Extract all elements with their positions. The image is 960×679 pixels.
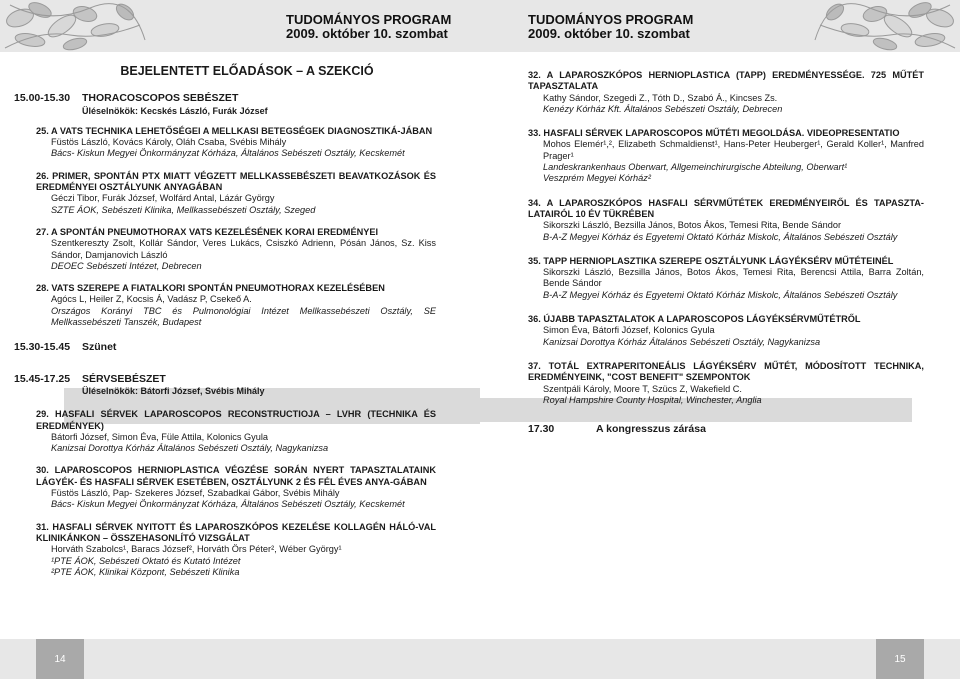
item-title: TAPP HERNIOPLASZTIKA SZEREPE OSZTÁLYUNK LÁGYÉKSÉRV MŰTÉTEINÉL: [543, 255, 894, 266]
header-title-right: [528, 13, 693, 41]
break-label: Szünet: [82, 341, 117, 354]
item-authors: Agócs L, Heiler Z, Kocsis Á, Vadász P, Csekeő A.: [51, 294, 252, 305]
closing-row: [528, 424, 924, 435]
item-affiliation: Bács- Kiskun Megyei Önkormányzat Kórháza, Általános Sebészeti Osztály, Kecskemét: [51, 499, 405, 510]
item-affiliation: B-A-Z Megyei Kórház és Egyetemi Oktató Kórház Miskolc, Általános Sebészeti Osztály: [543, 289, 898, 300]
closing-label: A kongresszus zárása: [596, 423, 706, 436]
session-time: 15.45-17.25: [14, 372, 71, 385]
item-affiliation: DEOEC Sebészeti Intézet, Debrecen: [51, 260, 202, 271]
item-authors: Géczi Tibor, Furák József, Wolfárd Antal, Lázár György: [51, 193, 275, 204]
item-authors: Kathy Sándor, Szegedi Z., Tóth D., Szabó Á., Kincses Zs.: [543, 92, 778, 103]
left-content: [14, 64, 437, 589]
item-authors: Mohos Elemér¹,², Elizabeth Schmaldienst¹, Hans-Peter Heuberger¹, Gerald Koller¹, Manfred Prager¹: [543, 139, 924, 161]
session-thoracoscopos: [14, 93, 436, 117]
item-affiliation: Kanizsai Dorottya Kórház Általános Sebészeti Osztály, Nagykanizsa: [51, 443, 329, 454]
session-name: THORACOSCOPOS SEBÉSZET: [82, 92, 239, 105]
list-item: 33. HASFALI SÉRVEK LAPAROSCOPOS MŰTÉTI MEGOLDÁSA. VIDEOPRESENTATIO Mohos Elemér¹,², Elizabeth Schmaldienst¹, Hans-Peter Heuberger¹, Gerald Koller¹, Manfred Prager¹ Landeskrankenhaus Oberwart, Allgemeinchirurgische Abteilung, Oberwart¹ Veszprém Megyei Kórház²: [528, 128, 924, 184]
session-chairs: Üléselnökök: Kecskés László, Furák József: [82, 105, 268, 116]
session-name: SÉRVSEBÉSZET: [82, 372, 166, 385]
section-title: BEJELENTETT ELŐADÁSOK – A SZEKCIÓ: [120, 64, 374, 78]
page-number-right: 15: [876, 639, 924, 679]
list-item: 25. A VATS TECHNIKA LEHETŐSÉGEI A MELLKASI BETEGSÉGEK DIAGNOSZTIKÁ-JÁBAN Füstös László, Kovács Károly, Oláh Csaba, Svébis Mihály Bács- Kiskun Megyei Önkormányzat Kórháza, Általános Sebészeti Osztály, Kecskemét: [36, 126, 436, 160]
item-authors: Szentpáli Károly, Moore T, Szücs Z, Wakefield C.: [543, 383, 742, 394]
session-servsebeszet: [14, 374, 436, 398]
item-title: TOTÁL EXTRAPERITONEÁLIS LÁGYÉKSÉRV MŰTÉT, MÓDOSÍTOTT TECHNIKA, EREDMÉNYEINK, "COST BENEFIT" SZEMPONTOK: [528, 360, 924, 383]
break-row: [14, 342, 436, 353]
list-item: 37. TOTÁL EXTRAPERITONEÁLIS LÁGYÉKSÉRV MŰTÉT, MÓDOSÍTOTT TECHNIKA, EREDMÉNYEINK, "COST BENEFIT" SZEMPONTOK Szentpáli Károly, Moore T, Szücs Z, Wakefield C. Royal Hampshire County Hospital, Winchester, Anglia: [528, 360, 924, 405]
list-item: 29. HASFALI SÉRVEK LAPAROSCOPOS RECONSTRUCTIOJA – LVHR (TECHNIKA ÉS EREDMÉNYEK) Bátorfi József, Simon Éva, Füle Attila, Kolonics Gyula Kanizsai Dorottya Kórház Általános Sebészeti Osztály, Nagykanizsa: [36, 409, 436, 454]
item-affiliation: Országos Korányi TBC és Pulmonológiai Intézet Mellkassebészeti Osztály, SE Mellkassebészeti Tanszék, Budapest: [51, 305, 436, 328]
items-a: [36, 126, 436, 328]
item-authors: Sikorszki László, Bezsilla János, Botos Ákos, Temesi Rita, Bende Sándor: [543, 220, 842, 231]
right-content: [528, 70, 924, 435]
closing-time: 17.30: [528, 423, 555, 436]
item-affiliation: Kanizsai Dorottya Kórház Általános Sebészeti Osztály, Nagykanizsa: [543, 336, 821, 347]
list-item: 32. A LAPAROSZKÓPOS HERNIOPLASTICA (TAPP) EREDMÉNYESSÉGE. 725 MŰTÉT TAPASZTALATA Kathy Sándor, Szegedi Z., Tóth D., Szabó Á., Kincses Zs. Kenézy Kórház Kft. Általános Sebészeti Osztály, Debrecen: [528, 70, 924, 114]
flower-decoration-right: [810, 0, 960, 52]
item-title: HASFALI SÉRVEK LAPAROSCOPOS MŰTÉTI MEGOLDÁSA. VIDEOPRESENTATIO: [543, 128, 900, 139]
header-date: 2009. október 10. szombat: [528, 26, 690, 41]
session-chairs: Üléselnökök: Bátorfi József, Svébis Mihály: [82, 385, 265, 396]
items-b: [36, 409, 436, 578]
list-item: 36. ÚJABB TAPASZTALATOK A LAPAROSCOPOS LÁGYÉKSÉRVMŰTÉTRŐL Simon Éva, Bátorfi József, Kolonics Gyula Kanizsai Dorottya Kórház Általános Sebészeti Osztály, Nagykanizsa: [528, 314, 924, 348]
list-item: 27. A SPONTÁN PNEUMOTHORAX VATS KEZELÉSÉNEK KORAI EREDMÉNYEI Szentkereszty Zsolt, Kollár Sándor, Veres Lukács, Csiszkó Adrienn, Pósán János, Sz. Kiss Sándor, Damjanovich László DEOEC Sebészeti Intézet, Debrecen: [36, 226, 436, 271]
session-time: 15.00-15.30: [14, 92, 71, 105]
item-affiliation: SZTE ÁOK, Sebészeti Klinika, Mellkassebészeti Osztály, Szeged: [51, 204, 316, 215]
item-title: VATS SZEREPE A FIATALKORI SPONTÁN PNEUMOTHORAX KEZELÉSÉBEN: [51, 283, 385, 294]
item-title: PRIMER, SPONTÁN PTX MIATT VÉGZETT MELLKASSEBÉSZETI BEAVATKOZÁSOK ÉS EREDMÉNYEI OSZTÁLYUNK ANYAGÁBAN: [36, 170, 437, 193]
item-title: A LAPAROSZKÓPOS HERNIOPLASTICA (TAPP) EREDMÉNYESSÉGE. 725 MŰTÉT TAPASZTALATA: [528, 70, 924, 92]
item-title: ÚJABB TAPASZTALATOK A LAPAROSCOPOS LÁGYÉKSÉRVMŰTÉTRŐL: [543, 314, 861, 325]
item-affiliation: Bács- Kiskun Megyei Önkormányzat Kórháza, Általános Sebészeti Osztály, Kecskemét: [51, 148, 405, 159]
item-affiliation: ¹PTE ÁOK, Sebészeti Oktató és Kutató Intézet: [51, 555, 241, 566]
item-affiliation-2: ²PTE ÁOK, Klinikai Központ, Sebészeti Klinika: [51, 566, 240, 577]
item-authors: Füstös László, Kovács Károly, Oláh Csaba, Svébis Mihály: [51, 137, 287, 148]
item-authors: Horváth Szabolcs¹, Baracs József², Horváth Örs Péter², Wéber György¹: [51, 544, 342, 555]
item-title: A VATS TECHNIKA LEHETŐSÉGEI A MELLKASI BETEGSÉGEK DIAGNOSZTIKÁ-JÁBAN: [51, 125, 433, 136]
list-item: 28. VATS SZEREPE A FIATALKORI SPONTÁN PNEUMOTHORAX KEZELÉSÉBEN Agócs L, Heiler Z, Kocsis Á, Vadász P, Csekeő A. Országos Korányi TBC és Pulmonológiai Intézet Mellkassebészeti Osztály, SE Mellkassebészeti Tanszék, Budapest: [36, 283, 436, 328]
item-authors: Bátorfi József, Simon Éva, Füle Attila, Kolonics Gyula: [51, 431, 269, 442]
flower-decoration-left: [0, 0, 150, 52]
item-title: HASFALI SÉRVEK LAPAROSCOPOS RECONSTRUCTIOJA – LVHR (TECHNIKA ÉS EREDMÉNYEK): [36, 409, 436, 431]
item-affiliation-2: Veszprém Megyei Kórház²: [543, 173, 651, 184]
item-authors: Szentkereszty Zsolt, Kollár Sándor, Veres Lukács, Csiszkó Adrienn, Pósán János, Sz. Kiss Sándor, Damjanovich László: [51, 238, 436, 260]
header-date: 2009. október 10. szombat: [286, 26, 448, 41]
item-authors: Simon Éva, Bátorfi József, Kolonics Gyula: [543, 325, 715, 336]
item-title: LAPAROSCOPOS HERNIOPLASTICA VÉGZÉSE SORÁN NYERT TAPASZTALATAINK LÁGYÉK- ÉS HASFALI SÉRVEK ESETÉBEN, OSZTÁLYUNK 2 ÉS FÉL ÉVES ANYA-GÁBAN: [36, 465, 436, 487]
header-title-left: [286, 13, 451, 41]
item-authors: Füstös László, Pap- Szekeres József, Szabadkai Gábor, Svébis Mihály: [51, 488, 340, 499]
list-item: 30. LAPAROSCOPOS HERNIOPLASTICA VÉGZÉSE SORÁN NYERT TAPASZTALATAINK LÁGYÉK- ÉS HASFALI SÉRVEK ESETÉBEN, OSZTÁLYUNK 2 ÉS FÉL ÉVES ANYA-GÁBAN Füstös László, Pap- Szekeres József, Szabadkai Gábor, Svébis Mihály Bács- Kiskun Megyei Önkormányzat Kórháza, Általános Sebészeti Osztály, Kecskemét: [36, 465, 436, 510]
list-item: 26. PRIMER, SPONTÁN PTX MIATT VÉGZETT MELLKASSEBÉSZETI BEAVATKOZÁSOK ÉS EREDMÉNYEI OSZTÁLYUNK ANYAGÁBAN Géczi Tibor, Furák József, Wolfárd Antal, Lázár György SZTE ÁOK, Sebészeti Klinika, Mellkassebészeti Osztály, Szeged: [36, 170, 437, 215]
header-program-title: TUDOMÁNYOS PROGRAM: [286, 12, 452, 27]
item-authors: Sikorszki László, Bezsilla János, Botos Ákos, Temesi Rita, Berencsi Attila, Barra Zoltán, Bende Sándor: [543, 267, 924, 289]
break-time: 15.30-15.45: [14, 341, 71, 354]
list-item: 35. TAPP HERNIOPLASZTIKA SZEREPE OSZTÁLYUNK LÁGYÉKSÉRV MŰTÉTEINÉL Sikorszki László, Bezsilla János, Botos Ákos, Temesi Rita, Berencsi Attila, Barra Zoltán, Bende Sándor B-A-Z Megyei Kórház és Egyetemi Oktató Kórház Miskolc, Általános Sebészeti Osztály: [528, 255, 924, 300]
item-title: A LAPAROSZKÓPOS HASFALI SÉRVMŰTÉTEK EREDMÉNYEIRŐL ÉS TAPASZTA-LATAIRÓL 10 ÉV TÜKRÉBEN: [528, 197, 924, 219]
item-title: A SPONTÁN PNEUMOTHORAX VATS KEZELÉSÉNEK KORAI EREDMÉNYEI: [51, 226, 379, 237]
list-item: 34. A LAPAROSZKÓPOS HASFALI SÉRVMŰTÉTEK EREDMÉNYEIRŐL ÉS TAPASZTA-LATAIRÓL 10 ÉV TÜKRÉBEN Sikorszki László, Bezsilla János, Botos Ákos, Temesi Rita, Bende Sándor B-A-Z Megyei Kórház és Egyetemi Oktató Kórház Miskolc, Általános Sebészeti Osztály: [528, 197, 924, 242]
right-page: [480, 0, 960, 679]
item-affiliation: Kenézy Kórház Kft. Általános Sebészeti Osztály, Debrecen: [543, 103, 783, 114]
item-title: HASFALI SÉRVEK NYITOTT ÉS LAPAROSZKÓPOS KEZELÉSE KOLLAGÉN HÁLÓ-VAL KLINIKÁNKON – ÖSSZEHASONLÍTÓ VIZSGÁLAT: [36, 521, 436, 543]
item-affiliation: Landeskrankenhaus Oberwart, Allgemeinchirurgische Abteilung, Oberwart¹: [543, 162, 848, 173]
item-affiliation: Royal Hampshire County Hospital, Winchester, Anglia: [543, 394, 762, 405]
list-item: 31. HASFALI SÉRVEK NYITOTT ÉS LAPAROSZKÓPOS KEZELÉSE KOLLAGÉN HÁLÓ-VAL KLINIKÁNKON – ÖSSZEHASONLÍTÓ VIZSGÁLAT Horváth Szabolcs¹, Baracs József², Horváth Örs Péter², Wéber György¹ ¹PTE ÁOK, Sebészeti Oktató és Kutató Intézet ²PTE ÁOK, Klinikai Központ, Sebészeti Klinika: [36, 521, 436, 577]
page-number-left: 14: [36, 639, 84, 679]
header-program-title: TUDOMÁNYOS PROGRAM: [528, 12, 694, 27]
item-affiliation: B-A-Z Megyei Kórház és Egyetemi Oktató Kórház Miskolc, Általános Sebészeti Osztály: [543, 231, 898, 242]
